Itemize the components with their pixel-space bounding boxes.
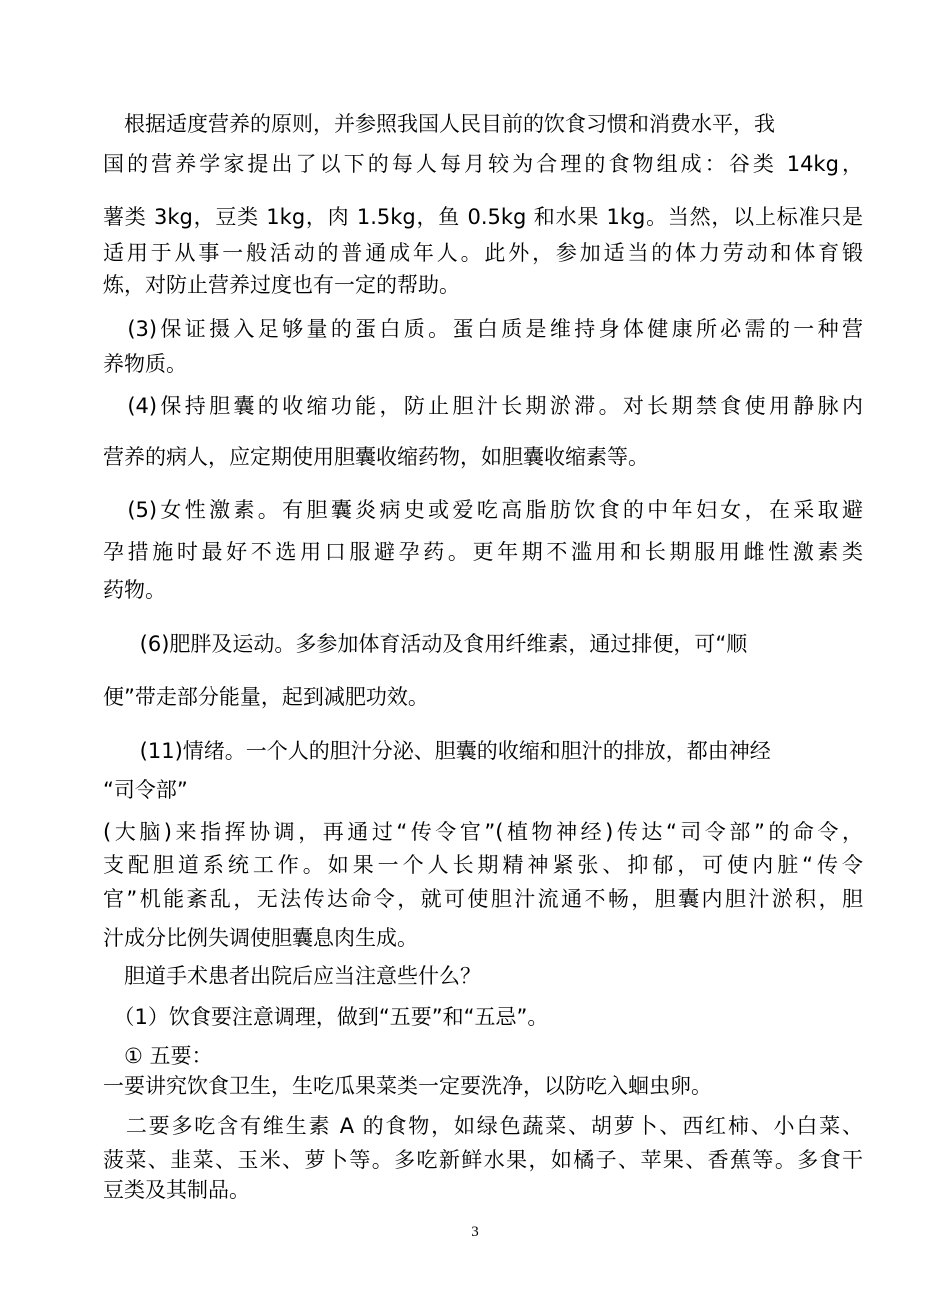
text-line: (大脑)来指挥协调，再通过“传令官”(植物神经)传达“司令部”的命令， bbox=[103, 820, 863, 844]
text-line: 根据适度营养的原则，并参照我国人民目前的饮食习惯和消费水平，我 bbox=[103, 112, 775, 136]
text-line: 支配胆道系统工作。如果一个人长期精神紧张、抑郁，可使内脏“传令 bbox=[103, 853, 863, 877]
text-line: 薯类 3kg，豆类 1kg，肉 1.5kg，鱼 0.5kg 和水果 1kg。当然，以上标准只是 bbox=[103, 205, 863, 229]
page-number: 3 bbox=[471, 1224, 479, 1240]
text-line: 营养的病人，应定期使用胆囊收缩药物，如胆囊收缩素等。 bbox=[103, 445, 649, 469]
text-line: (6)肥胖及运动。多参加体育活动及食用纤维素，通过排便，可“顺 bbox=[112, 632, 748, 656]
text-line: 豆类及其制品。 bbox=[103, 1178, 250, 1202]
text-line: 一要讲究饮食卫生，生吃瓜果菜类一定要洗净，以防吃入蛔虫卵。 bbox=[103, 1074, 712, 1098]
text-line: ① 五要： bbox=[103, 1044, 213, 1068]
text-line: 汁成分比例失调使胆囊息肉生成。 bbox=[103, 926, 418, 950]
text-line: 药物。 bbox=[103, 578, 166, 602]
text-line: 养物质。 bbox=[103, 352, 187, 376]
text-line: 菠菜、韭菜、玉米、萝卜等。多吃新鲜水果，如橘子、苹果、香蕉等。多食干 bbox=[103, 1148, 863, 1172]
text-line: (11)情绪。一个人的胆汁分泌、胆囊的收缩和胆汁的排放，都由神经 bbox=[112, 739, 771, 763]
text-line: 二要多吃含有维生素 A 的食物，如绿色蔬菜、胡萝卜、西红柿、小白菜、 bbox=[103, 1114, 863, 1138]
text-line: 便”带走部分能量，起到减肥功效。 bbox=[103, 685, 429, 709]
text-line: （1）饮食要注意调理，做到“五要”和“五忌”。 bbox=[103, 1005, 549, 1029]
text-line: 官”机能紊乱，无法传达命令，就可使胆汁流通不畅，胆囊内胆汁淤积，胆 bbox=[103, 887, 863, 911]
text-line: “司令部” bbox=[103, 778, 188, 802]
text-line: 炼，对防止营养过度也有一定的帮助。 bbox=[103, 273, 460, 297]
text-line: 适用于从事一般活动的普通成年人。此外，参加适当的体力劳动和体育锻 bbox=[103, 241, 863, 265]
text-line: 国的营养学家提出了以下的每人每月较为合理的食物组成：谷类 14kg， bbox=[103, 152, 863, 176]
text-line: 胆道手术患者出院后应当注意些什么？ bbox=[103, 964, 481, 988]
text-line: 孕措施时最好不选用口服避孕药。更年期不滥用和长期服用雌性激素类 bbox=[103, 540, 863, 564]
text-line: (5)女性激素。有胆囊炎病史或爱吃高脂肪饮食的中年妇女，在采取避 bbox=[103, 498, 863, 522]
text-line: (3)保证摄入足够量的蛋白质。蛋白质是维持身体健康所必需的一种营 bbox=[103, 317, 863, 341]
text-line: (4)保持胆囊的收缩功能，防止胆汁长期淤滞。对长期禁食使用静脉内 bbox=[103, 394, 863, 418]
